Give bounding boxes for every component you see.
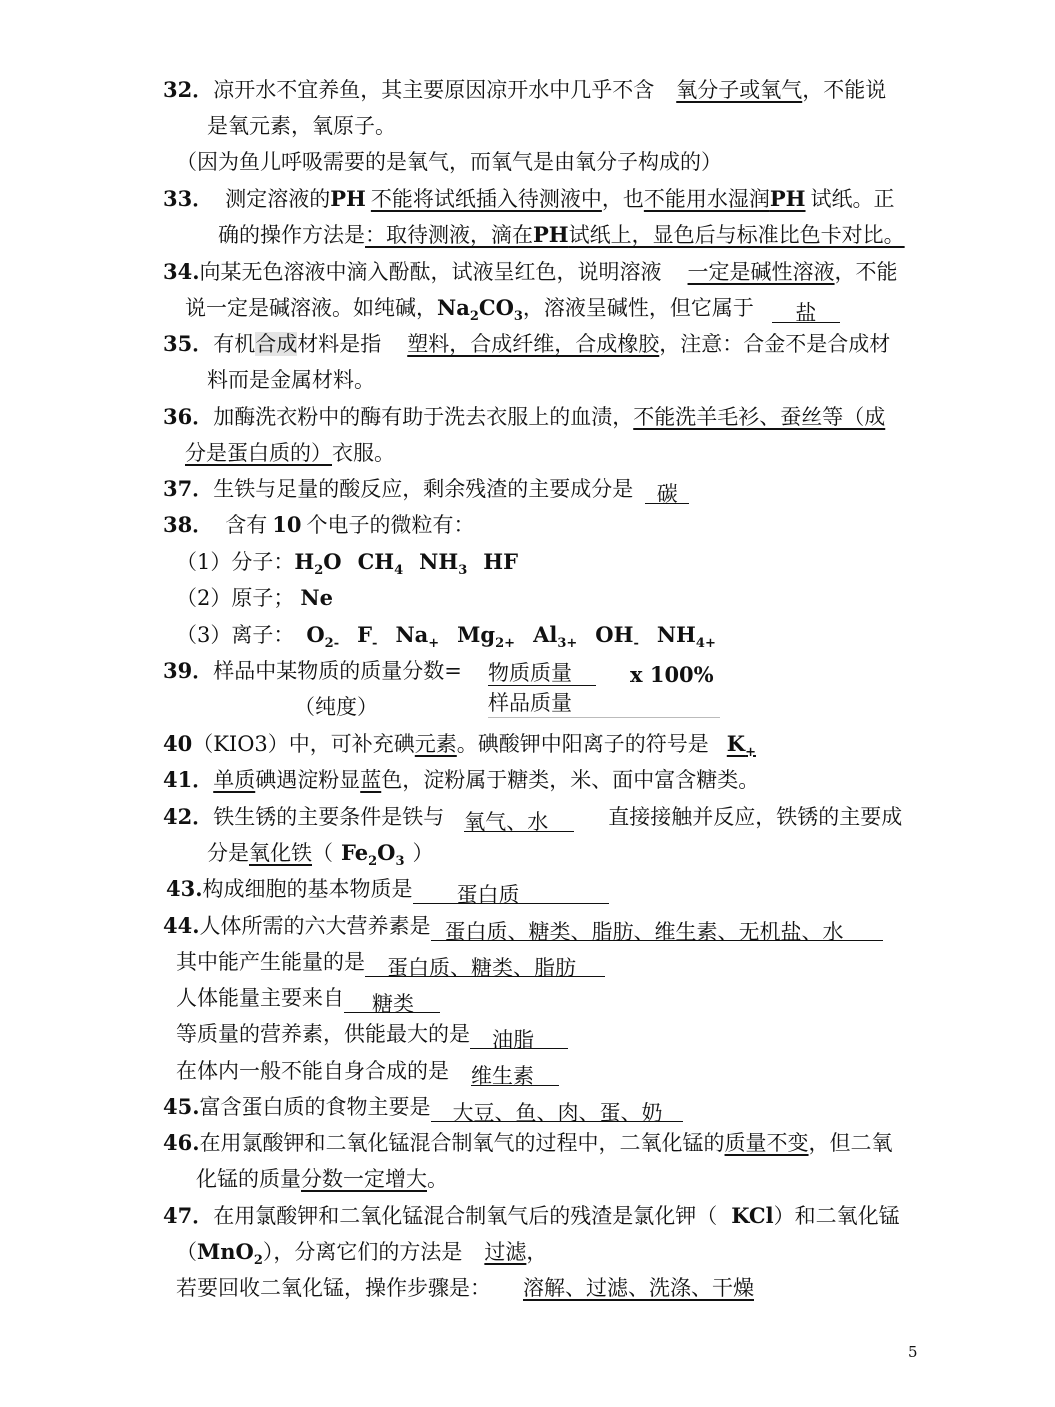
q38-ions [176,620,716,650]
q39-purity-text: （纯度） [294,695,378,719]
q47-text-e: ， [526,1240,548,1264]
q41-text-a: 碘遇淀粉显 [255,768,361,792]
q34-line2 [185,293,840,323]
q45-answer-blank [431,1098,683,1125]
q34-text-d: ，溶液呈碱性，但它属于 [522,296,754,320]
q47-line2 [176,1237,547,1267]
q42-answer: 氧气、水 [464,810,549,834]
q44-line5-blank [471,1061,559,1086]
q44-line3-text: 人体能量主要来自 [176,986,344,1010]
q46-text-b: ，但二氧 [808,1131,893,1155]
q38-ion-na: $Na_+$ [395,622,440,651]
q46-line2 [196,1164,448,1194]
q44-number: 44. [163,913,200,938]
q38-text-a: 含有 [225,513,268,537]
q33-underline-1: 不能将试纸插入待测液中 [370,187,602,211]
q35-number: 35． [163,331,214,356]
q38-ne: Ne [300,585,333,610]
q42-text-e: ） [412,841,434,865]
q45-line [163,1092,683,1125]
q40-text-a: （KIO3）中，可补充碘 [192,732,415,756]
q44-line4 [176,1019,568,1052]
q39-purity [294,692,378,722]
q47-line3-text: 若要回收二氧化锰，操作步骤是： [176,1276,491,1300]
q42-underline: 氧化铁 [249,841,312,865]
q38-ions-label: （3）离子： [176,623,295,647]
q43-answer: 蛋白质 [456,883,520,907]
q37-number: 37． [163,476,214,501]
q41-line [163,765,759,795]
q42-text-d: （ [312,841,333,865]
q32-text-b: ，不能说 [802,78,887,102]
q33-line2 [218,220,905,250]
q40-underline: 元素 [414,732,457,756]
q38-ion-f: $F_-$ [357,622,378,651]
q36-line1 [163,402,885,432]
q46-line1 [163,1128,893,1158]
q44-line3-blank [344,989,440,1016]
q32-text-c: 是氧元素，氧原子。 [207,114,396,138]
q46-underline-1: 质量不变 [724,1131,809,1155]
q38-line [163,510,474,540]
q37-text-a: 生铁与足量的酸反应，剩余残渣的主要成分是 [213,477,634,501]
q44-line5 [176,1056,559,1086]
q38-hf: HF [483,549,519,574]
q47-text-a: 在用氯酸钾和二氧化锰混合制氧气后的残渣是氯化钾（ [213,1204,718,1228]
q34-answer-2-blank [772,298,840,323]
q43-number: 43. [166,876,203,901]
q44-line2 [176,947,605,980]
q36-underline-1: 不能洗羊毛衫、蚕丝等（成 [633,405,886,429]
q33-text-c: 试纸。正 [810,187,895,211]
q39-fraction-bar [488,685,596,686]
q47-line1 [163,1201,900,1231]
q36-text-a: 加酶洗衣粉中的酶有助于洗去衣服上的血渍， [213,405,634,429]
q39-multiplier: x 100% [630,662,714,687]
q46-text-a: 在用氯酸钾和二氧化锰混合制氧气的过程中，二氧化锰的 [199,1131,725,1155]
q34-line1 [163,257,898,287]
q44-answer-blank [431,917,883,944]
q37-answer-blank [645,479,689,504]
q33-number: 33． [163,186,214,211]
q42-text-b: 直接接触并反应，铁锈的主要成 [608,805,903,829]
q38-h2o: $H_2O$ [294,549,342,578]
q34-formula: $Na_2CO_3$ [437,295,523,324]
q42-text-c: 分是 [207,841,249,865]
q37-line [163,474,689,504]
q45-text-a: 富含蛋白质的食物主要是 [199,1095,431,1119]
q38-molecules-label: （1）分子： [176,550,295,574]
q46-underline-2: 分数一定增大 [301,1167,427,1191]
q34-text-a: 向某无色溶液中滴入酚酞，试液呈红色，说明溶液 [199,260,662,284]
q38-ion-al: $Al_{3+}$ [533,622,578,651]
q46-number: 46. [163,1130,200,1155]
q47-answer-2: 溶解、过滤、洗涤、干燥 [523,1276,754,1300]
q42-text-a: 铁生锈的主要条件是铁与 [213,805,445,829]
q33-ph: PH [330,186,366,211]
q40-answer: $K_+$ [726,731,756,760]
q39-numerator: 物质质量 [488,661,572,685]
q33-underline-3: ：取待测液，滴在 [365,223,533,247]
q46-text-d: 。 [427,1167,448,1191]
q35-text-c: ，注意：合金不是合成材 [659,332,891,356]
q43-answer-blank [413,880,609,907]
q33-underline-2: 不能用水湿润 [643,187,770,211]
q41-text-b: 色，淀粉属于糖类，米、面中富含糖类。 [381,768,760,792]
q34-text-b: ，不能 [834,260,898,284]
q41-underline-1: 单质 [213,768,256,792]
q33-underline-4: 试纸上，显色后与标准比色卡对比。 [568,223,905,247]
q40-text-b: 。碘酸钾中阳离子的符号是 [456,732,709,756]
q36-line2 [185,438,395,468]
q42-line1 [163,802,902,832]
q35-line2 [207,365,375,395]
q44-line5-text: 在体内一般不能自身合成的是 [176,1059,449,1083]
q35-text-b: 材料是指 [297,332,382,356]
q41-number: 41． [163,767,214,792]
q36-number: 36． [163,404,214,429]
q38-text-b: 个电子的微粒有： [306,513,475,537]
q33-text-a: 测定溶液的 [225,187,331,211]
q35-answer: 塑料，合成纤维，合成橡胶 [407,332,660,356]
q32-note-text: （因为鱼儿呼吸需要的是氧气，而氧气是由氧分子构成的） [176,150,722,174]
q47-answer-1: 过滤 [484,1240,527,1264]
q44-text-a: 人体所需的六大营养素是 [199,914,431,938]
q39-faint-rule [488,717,720,718]
q37-answer: 碳 [656,482,678,506]
q35-highlight: 合成 [255,332,298,356]
q38-atoms-label: （2）原子； [176,586,295,610]
q38-number: 38． [163,512,214,537]
q40-number: 40 [163,731,193,756]
q38-atoms [176,583,333,613]
q44-line4-blank [470,1025,568,1052]
q34-answer-2: 盐 [795,301,817,325]
q44-line5-answer: 维生素 [471,1064,534,1088]
q47-text-c: （ [176,1240,197,1264]
q38-ion-nh4: $NH_{4+}$ [656,622,716,651]
q47-mno2: MnO$_2$ [197,1239,263,1268]
q32-text-a: 凉开水不宜养鱼，其主要原因凉开水中几乎不含 [213,78,655,102]
q45-number: 45. [163,1094,200,1119]
q44-answer: 蛋白质、糖类、脂肪、维生素、无机盐、水 [444,920,844,944]
q34-answer-1: 一定是碱性溶液 [687,260,835,284]
q34-number: 34. [163,259,200,284]
q32-answer: 氧分子或氧气 [676,78,803,102]
q47-kcl: KCl [731,1203,774,1228]
q38-ch4: $CH_4$ [357,549,404,578]
q39-text-a: 样品中某物质的质量分数= [213,659,462,683]
q38-nh3: $NH_3$ [419,549,468,578]
q38-count: 10 [272,512,302,537]
q33-line1 [163,184,895,214]
q32-note [176,147,722,177]
q33-text-b: ，也 [601,187,644,211]
q41-underline-2: 蓝 [360,768,382,792]
q33-text-d: 确的操作方法是 [218,223,365,247]
page-number: 5 [908,1343,918,1361]
q47-line3 [176,1273,754,1303]
q38-ion-mg: $Mg_{2+}$ [457,622,516,651]
q38-ion-oh: $OH_-$ [595,622,639,651]
q44-line2-answer: 蛋白质、糖类、脂肪 [387,956,576,980]
q36-text-b: 衣服。 [332,441,395,465]
q44-line3-answer: 糖类 [372,992,414,1016]
q32-number: 32． [163,77,214,102]
q39-line1 [163,656,462,686]
q43-line [166,874,609,907]
q47-text-b: ）和二氧化锰 [773,1204,900,1228]
q33-ph-3: PH [533,222,569,247]
q39-number: 39． [163,658,214,683]
q44-line4-text: 等质量的营养素，供能最大的是 [176,1022,470,1046]
q32-line2 [207,111,396,141]
q35-text-a: 有机 [213,332,256,356]
q42-answer-blank [464,807,574,832]
q42-line2 [207,838,434,868]
q39-denominator: 样品质量 [488,691,572,715]
q42-formula: $Fe_2O_3$ [341,840,405,869]
q47-number: 47． [163,1203,214,1228]
q47-text-d: ），分离它们的方法是 [262,1240,463,1264]
q43-text-a: 构成细胞的基本物质是 [202,877,413,901]
q44-line1 [163,911,883,944]
q34-text-c: 说一定是碱溶液。如纯碱， [185,296,437,320]
q35-line1 [163,329,890,359]
q46-text-c: 化锰的质量 [196,1167,301,1191]
q38-ion-o: $O_{2-}$ [306,622,340,651]
q38-molecules [176,547,518,577]
q44-line2-text: 其中能产生能量的是 [176,950,365,974]
q36-underline-2: 分是蛋白质的） [185,441,332,465]
q32-line1 [163,75,886,105]
q33-ph-2: PH [769,186,806,211]
q40-line [163,729,756,759]
q45-answer: 大豆、鱼、肉、蛋、奶 [452,1101,663,1125]
q42-number: 42． [163,804,214,829]
q44-line3 [176,983,440,1016]
q35-text-d: 料而是金属材料。 [207,368,375,392]
q44-line4-answer: 油脂 [492,1028,534,1052]
q44-line2-blank [365,953,605,980]
